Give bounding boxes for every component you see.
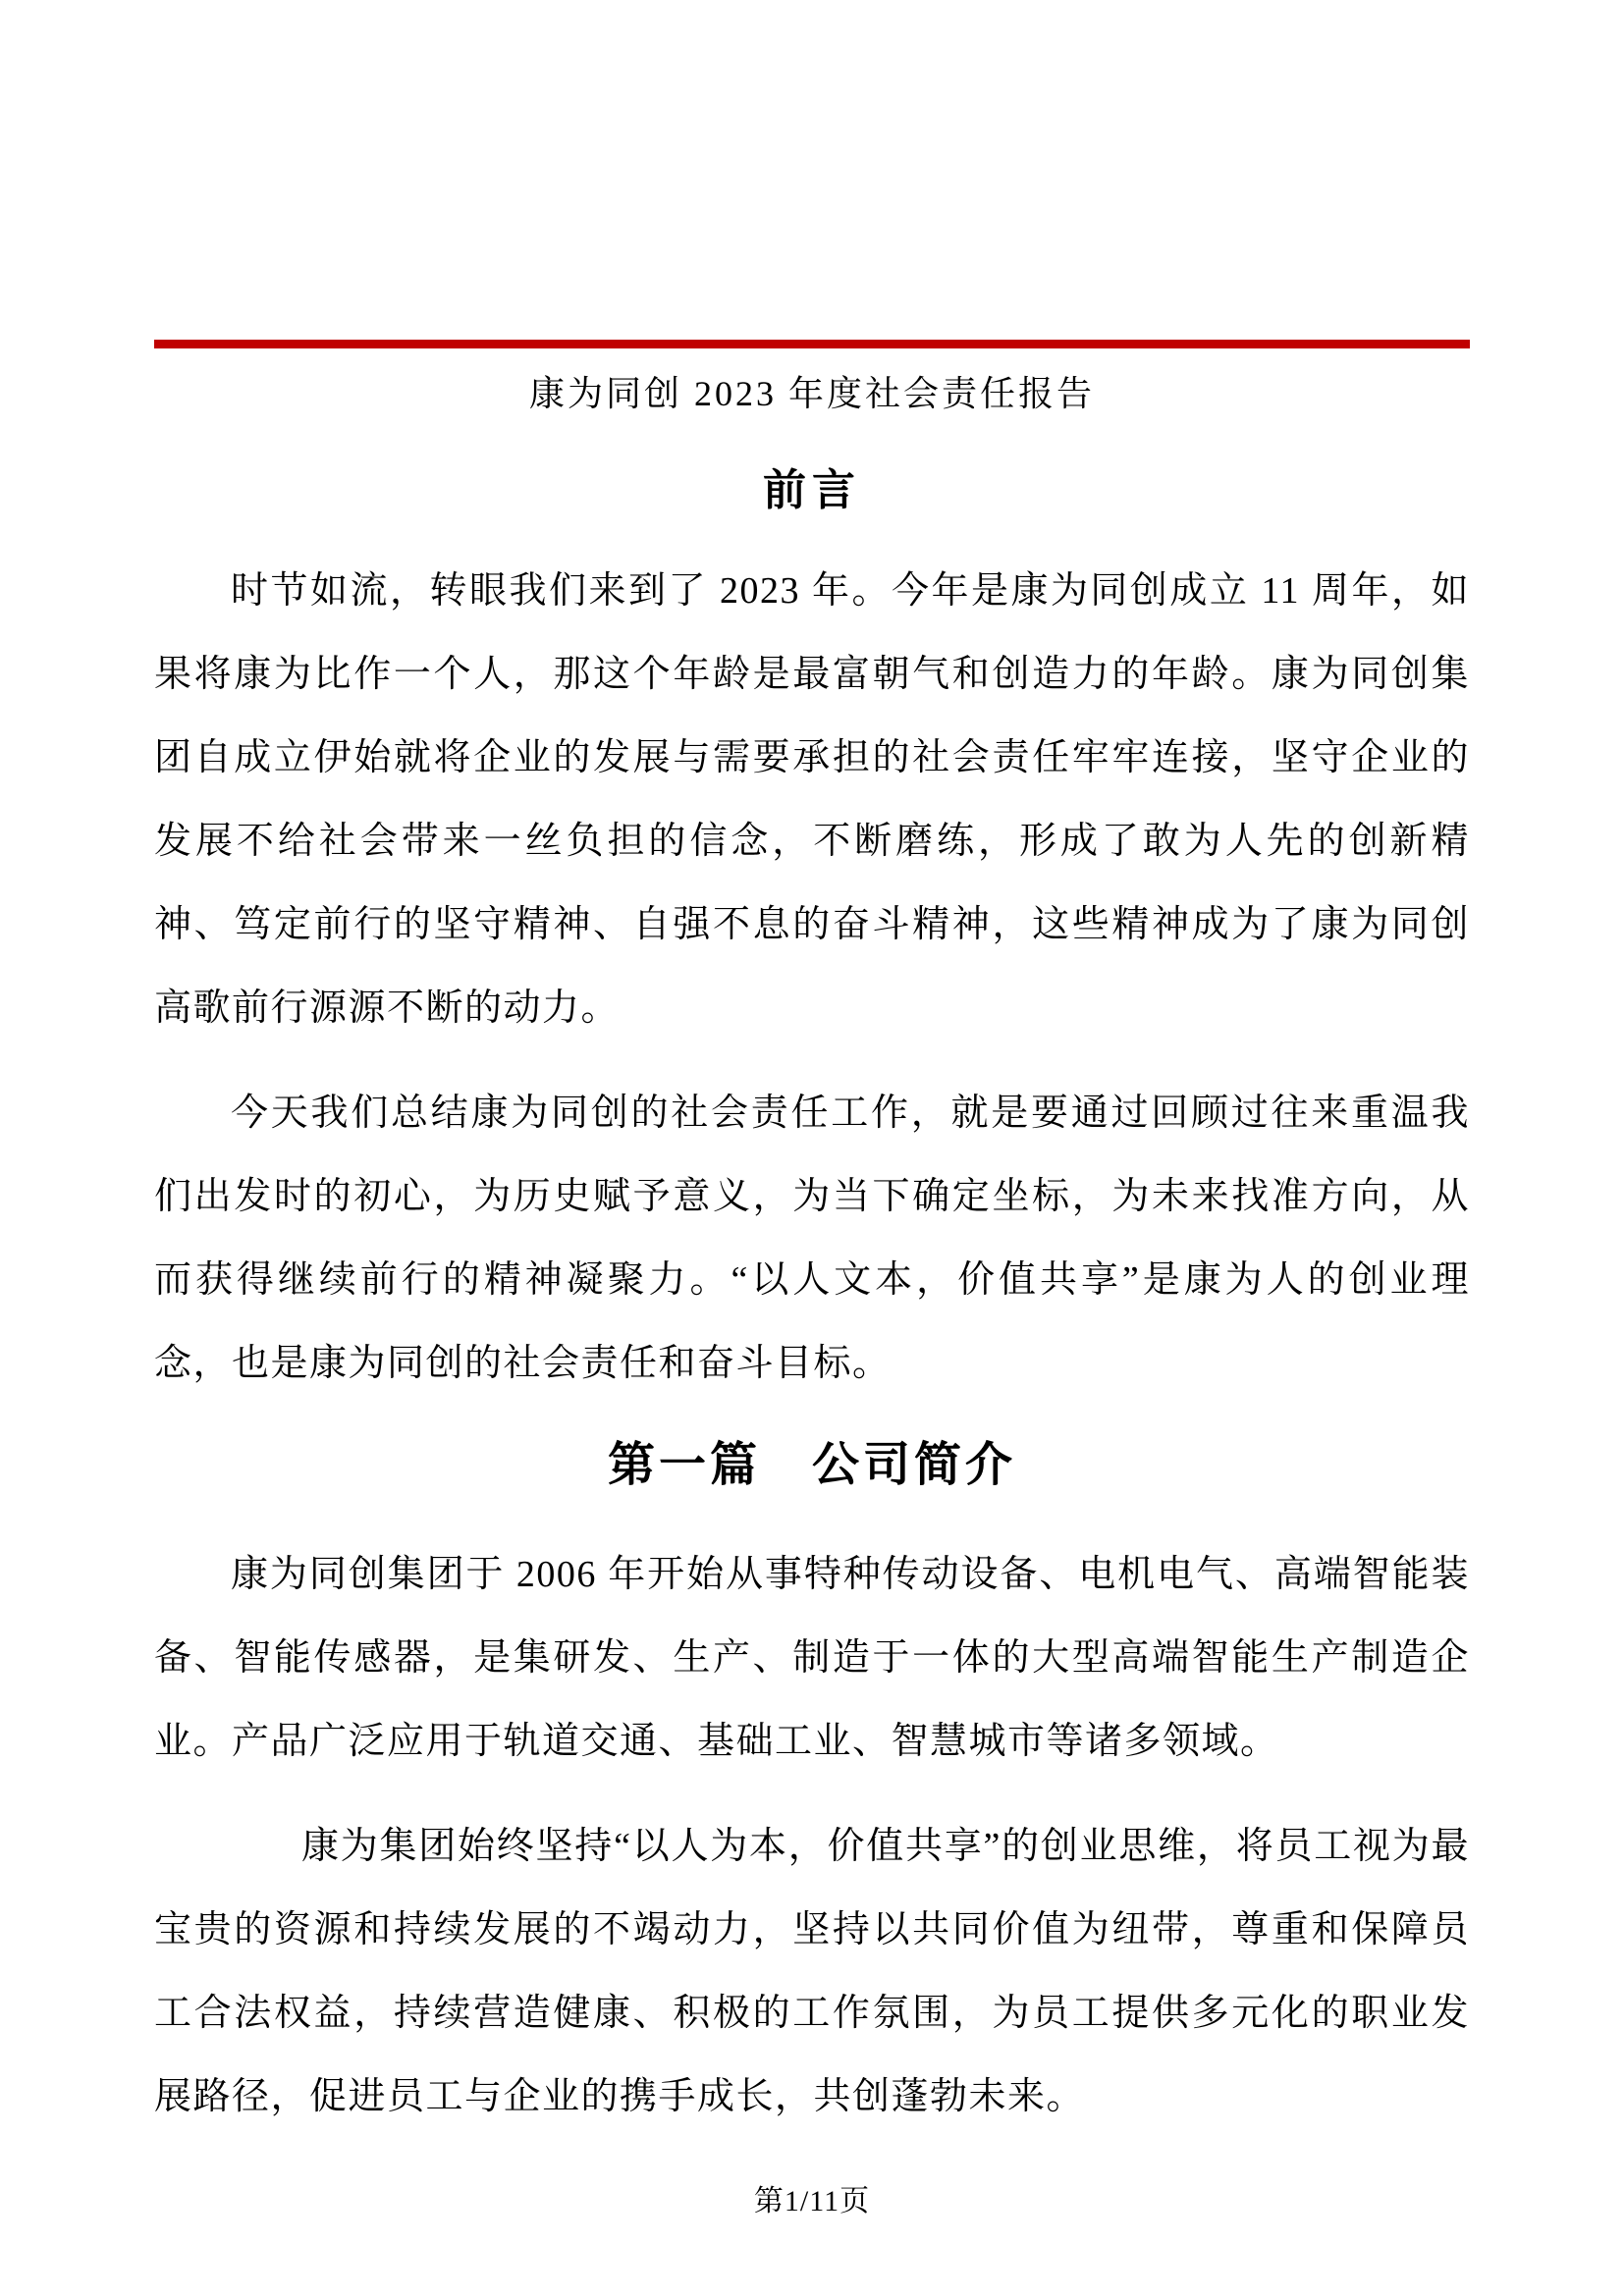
document-title: 康为同创 2023 年度社会责任报告 [528, 374, 1095, 413]
chapter1-paragraph-1: 康为同创集团于 2006 年开始从事特种传动设备、电机电气、高端智能装备、智能传感器，是集研发、生产、制造于一体的大型高端智能生产制造企业。产品广泛应用于轨道交通、基础工业、智慧城市等诸多领域。 [154, 1554, 1470, 1762]
page-number-footer: 第1/11页 [753, 2185, 871, 2217]
preface-paragraph-2: 今天我们总结康为同创的社会责任工作，就是要通过回顾过往来重温我们出发时的初心，为历史赋予意义，为当下确定坐标，为未来找准方向，从而获得继续前行的精神凝聚力。“以人文本，价值共享”是康为人的创业理念，也是康为同创的社会责任和奋斗目标。 [154, 1093, 1470, 1384]
header-rule-divider [154, 340, 1470, 348]
preface-paragraph-1: 时节如流，转眼我们来到了 2023 年。今年是康为同创成立 11 周年，如果将康为比作一个人，那这个年龄是最富朝气和创造力的年龄。康为同创集团自成立伊始就将企业的发展与需要承担的社会责任牢牢连接，坚守企业的发展不给社会带来一丝负担的信念，不断磨练，形成了敢为人先的创新精神、笃定前行的坚守精神、自强不息的奋斗精神，这些精神成为了康为同创高歌前行源源不断的动力。 [154, 570, 1470, 1029]
preface-body [154, 550, 1470, 1406]
preface-heading: 前言 [763, 466, 861, 514]
chapter1-heading: 第一篇 公司简介 [607, 1439, 1016, 1491]
chapter1-body [154, 1533, 1470, 2139]
chapter1-paragraph-2: 康为集团始终坚持“以人为本，价值共享”的创业思维，将员工视为最宝贵的资源和持续发展的不竭动力，坚持以共同价值为纽带，尊重和保障员工合法权益，持续营造健康、积极的工作氛围，为员工提供多元化的职业发展路径，促进员工与企业的携手成长，共创蓬勃未来。 [154, 1826, 1470, 2117]
